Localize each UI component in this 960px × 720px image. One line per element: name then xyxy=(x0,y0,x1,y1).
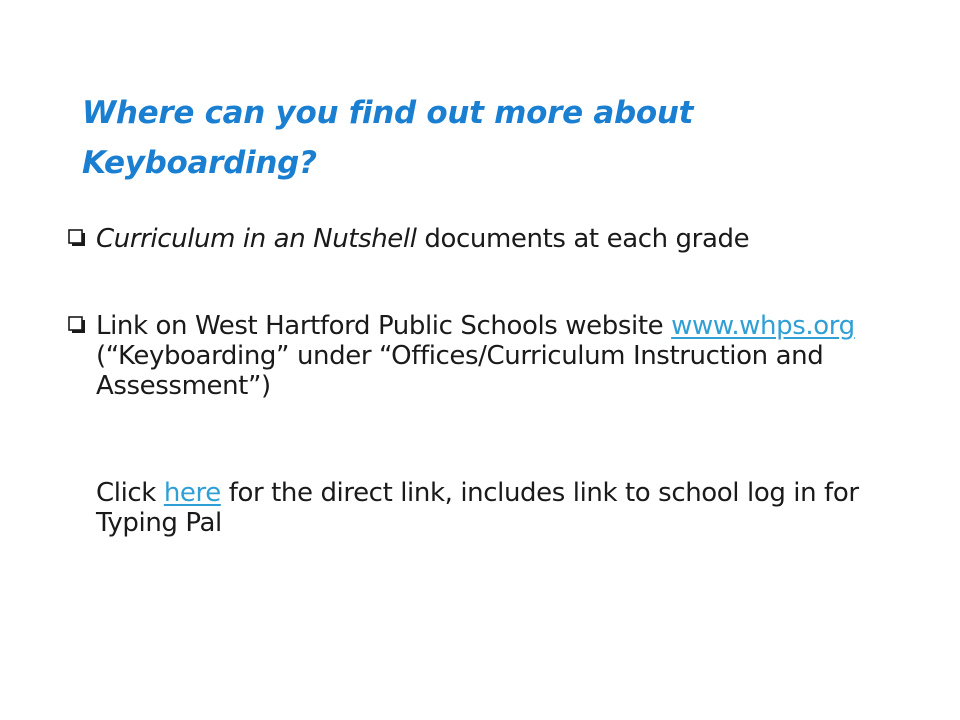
bullet-curriculum-text: documents at each grade xyxy=(416,224,750,254)
direct-link-note xyxy=(64,478,936,538)
slide-title: Where can you find out more about Keyboarding? xyxy=(82,95,694,181)
bullet-list xyxy=(64,224,904,401)
note-text-before: Click xyxy=(96,478,164,508)
bullet-website xyxy=(64,311,904,401)
note-text-after: for the direct link, includes link to school log in for Typing Pal xyxy=(96,478,859,538)
bullet-curriculum xyxy=(64,224,904,254)
bullet-website-text-before: Link on West Hartford Public Schools website xyxy=(96,311,672,341)
whps-website-link[interactable]: www.whps.org xyxy=(671,311,855,341)
checkbox-bullet-icon xyxy=(68,229,86,247)
here-link[interactable]: here xyxy=(163,478,221,508)
bullet-website-text-after: (“Keyboarding” under “Offices/Curriculum Instruction and Assessment”) xyxy=(96,341,824,401)
checkbox-bullet-icon xyxy=(68,316,86,334)
curriculum-title: Curriculum in an Nutshell xyxy=(96,224,417,254)
